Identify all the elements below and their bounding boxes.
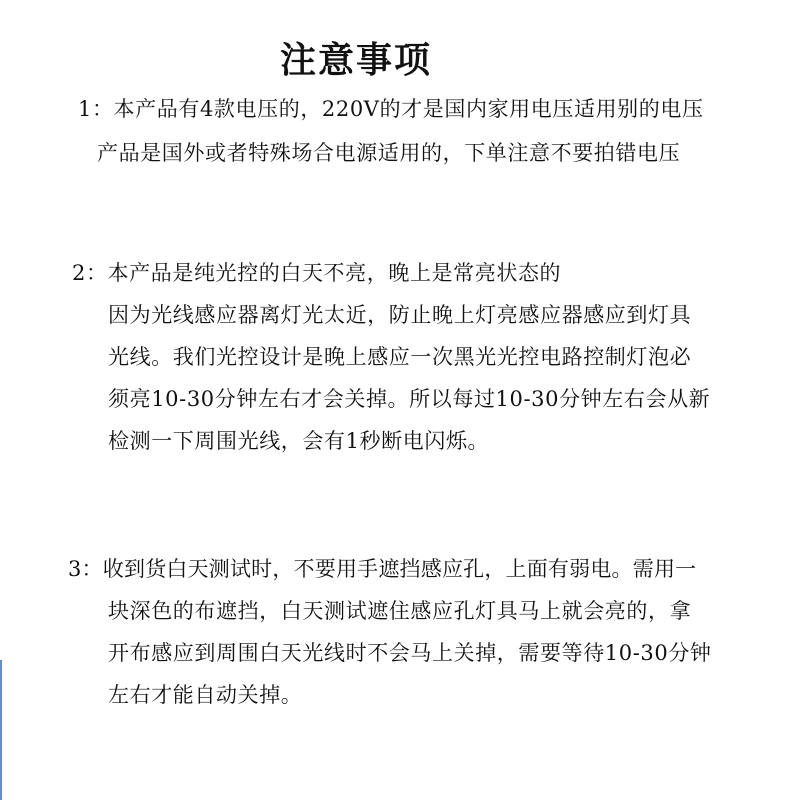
note-3-line-2: 块深色的布遮挡，白天测试遮住感应孔灯具马上就会亮的，拿 <box>108 599 692 623</box>
page-title: 注意事项 <box>279 39 432 81</box>
note-2-line-3: 光线。我们光控设计是晚上感应一次黑光光控电路控制灯泡必 <box>108 345 692 369</box>
note-2-line-4: 须亮10-30分钟左右才会关掉。所以每过10-30分钟左右会从新 <box>108 387 711 411</box>
note-2-line-1: 2：本产品是纯光控的白天不亮，晚上是常亮状态的 <box>72 261 562 285</box>
note-1-line-2: 产品是国外或者特殊场合电源适用的，下单注意不要拍错电压 <box>97 141 681 165</box>
left-edge-stripe <box>0 660 2 800</box>
note-2-line-2: 因为光线感应器离灯光太近，防止晚上灯亮感应器感应到灯具 <box>108 303 692 327</box>
note-2-line-5: 检测一下周围光线，会有1秒断电闪烁。 <box>108 429 490 453</box>
note-3-line-1: 3：收到货白天测试时，不要用手遮挡感应孔，上面有弱电。需用一 <box>68 557 697 581</box>
note-1-line-1: 1：本产品有4款电压的，220V的才是国内家用电压适用别的电压 <box>78 97 704 121</box>
note-3-line-3: 开布感应到周围白天光线时不会马上关掉，需要等待10-30分钟 <box>108 641 712 665</box>
note-3-line-4: 左右才能自动关掉。 <box>108 683 303 707</box>
